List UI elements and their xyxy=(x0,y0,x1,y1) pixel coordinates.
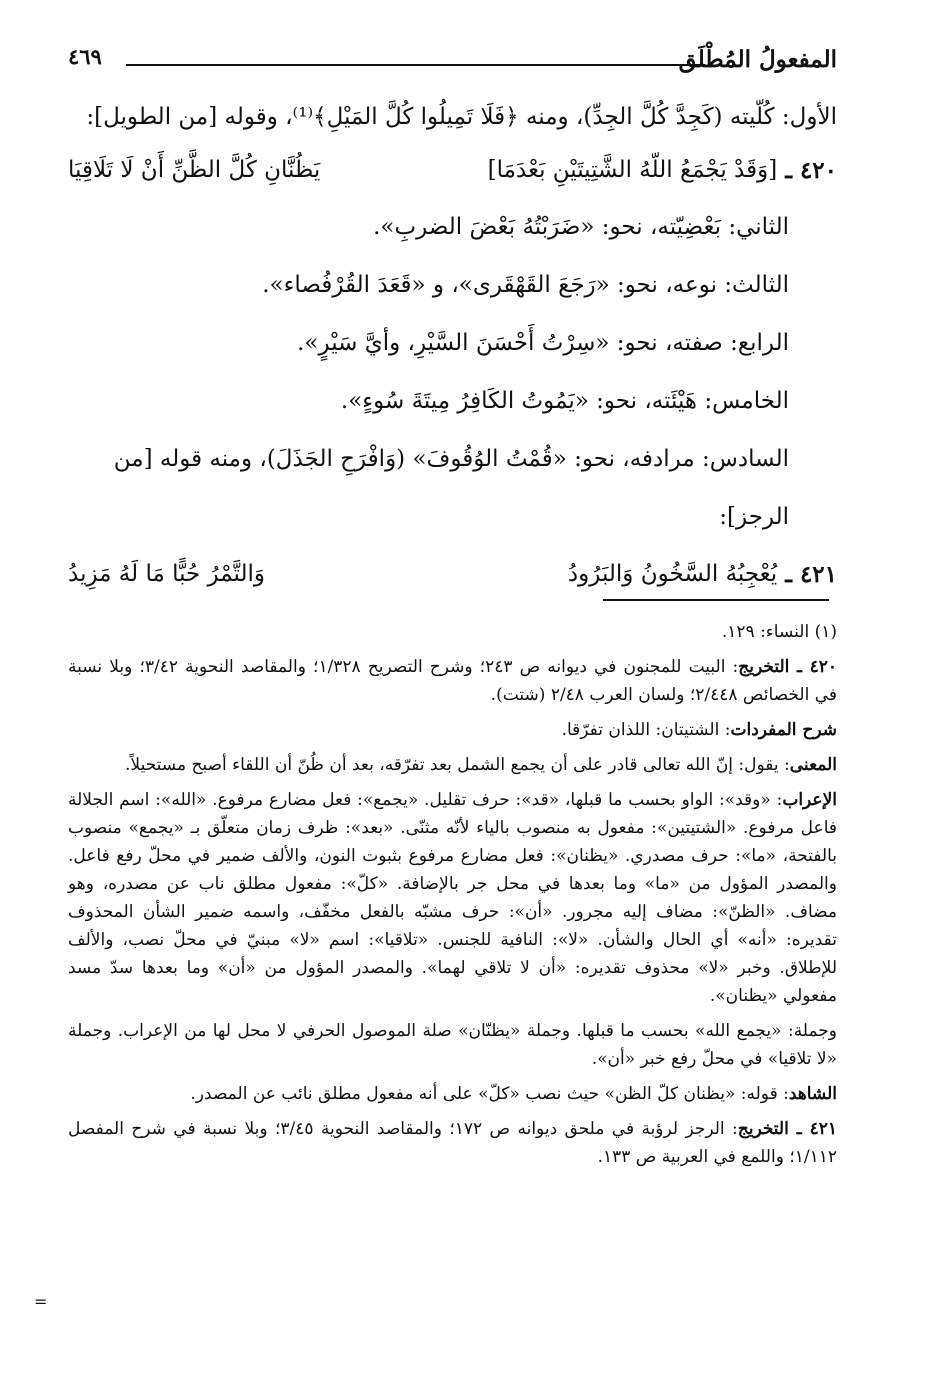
list-item: الثالث: نوعه، نحو: «رَجَعَ القَهْقَرى»، و «قَعَدَ القُرْفُصاء». xyxy=(262,272,789,298)
note-label: شرح المفردات xyxy=(730,720,837,740)
note-label: الإعراب xyxy=(782,790,837,810)
note-421-takhrij xyxy=(68,1115,837,1171)
footnotes xyxy=(68,618,837,1178)
list-item: الثاني: بَعْضِيّته، نحو: «ضَرَبْتُهُ بَعْضَ الضربِ». xyxy=(373,214,789,240)
note-maana xyxy=(68,751,837,779)
running-header xyxy=(68,40,837,80)
note-text: : الشتيتان: اللذان تفرّقا. xyxy=(561,720,731,740)
note-label: ٤٢١ ـ التخريج xyxy=(737,1119,837,1139)
note-label: ٤٢٠ ـ التخريج xyxy=(738,657,837,677)
note-text: : قوله: «يظنان كلّ الظن» حيث نصب «كلّ» على أنه مفعول مطلق نائب عن المصدر. xyxy=(190,1084,789,1104)
verse-421 xyxy=(68,546,837,602)
verse-second-hemistich: يَظُنَّانِ كُلَّ الظَّنِّ أَنْ لَا تَلَاقِيَا xyxy=(68,157,321,183)
footnote-1: (١) النساء: ١٢٩. xyxy=(721,622,837,642)
note-label: المعنى xyxy=(789,755,837,775)
header-rule xyxy=(126,64,705,66)
list-item: الخامس: هَيْئَته، نحو: «يَمُوتُ الكَافِرُ مِيتَةَ سُوءٍ». xyxy=(340,388,789,414)
main-text xyxy=(68,92,837,602)
verse-first-hemistich: يُعْجِبُهُ السَّخُونُ وَالبَرُودُ xyxy=(567,561,778,587)
note-text: : «وقد»: الواو بحسب ما قبلها، «قد»: حرف تقليل. «يجمع»: فعل مضارع مرفوع. «الله»: اسم الجلالة فاعل مرفوع. «الشتيتين»: مفعول به منصوب بالياء لأنّه مثنّى. «بعد»: ظرف زمان متعلّق بـ «يجمع» منصوب بالفتحة، «ما»: حرف مصدري. «يظنان»: فعل مضارع مرفوع بثبوت النون، والألف ضمير في محلّ رفع فاعل. والمصدر المؤول من «ما» وما بعدها في محل جر بالإضافة. «كلّ»: مفعول مطلق ناب عن مصدره، وهو مضاف. «الظنّ»: مضاف إليه مجرور. «أن»: حرف مشبّه بالفعل مخفّف، واسمه ضمير الشأن المحذوف تقديره: «أنه» أي الحال والشأن. «لا»: النافية للجنس. «تلاقيا»: اسم «لا» مبنيّ في محلّ نصب، والألف للإطلاق. وخبر «لا» محذوف تقديره: «أن لا تلاقي لهما». والمصدر المؤول من «أن» وما بعدها سدّ مسد مفعولي «يظنان». xyxy=(68,790,838,1006)
chapter-title: المفعولُ المُطْلَق xyxy=(678,46,837,73)
note-420-takhrij xyxy=(68,653,837,709)
note-text: : يقول: إنّ الله تعالى قادر على أن يجمع الشمل بعد تفرّقه، بعد أن ظُنّ أن اللقاء أصبح مستحيلاً. xyxy=(125,755,790,775)
note-label: الشاهد xyxy=(788,1084,837,1104)
verse-second-hemistich: وَالتَّمْرُ حُبًّا مَا لَهُ مَزِيدُ xyxy=(68,561,265,587)
footnote-rule xyxy=(603,599,829,601)
note-shahid xyxy=(68,1080,837,1108)
margin-mark: = xyxy=(34,1292,48,1311)
verse-first-hemistich: [وَقَدْ يَجْمَعُ اللّهُ الشَّتِيتَيْنِ بَعْدَمَا] xyxy=(487,157,778,183)
list-item: الرابع: صفته، نحو: «سِرْتُ أَحْسَنَ السَّيْرِ، وأيَّ سَيْرٍ». xyxy=(297,330,789,356)
note-text: : الرجز لرؤبة في ملحق ديوانه ص ١٧٢؛ والمقاصد النحوية ٣/٤٥؛ وبلا نسبة في شرح المفصل ١/١١٢؛ واللمع في العربية ص ١٣٣. xyxy=(68,1119,837,1167)
page-number: ٤٦٩ xyxy=(68,44,102,69)
verse-number: ٤٢٠ ـ xyxy=(785,156,837,184)
verse-420 xyxy=(68,142,837,198)
verse-number: ٤٢١ ـ xyxy=(785,560,837,588)
note-jumla: وجملة: «يجمع الله» بحسب ما قبلها. وجملة «يظنّان» صلة الموصول الحرفي لا محل لها من الإعراب. وجملة «لا تلاقيا» في محلّ رفع خبر «أن». xyxy=(68,1021,837,1069)
list-item: السادس: مرادفه، نحو: «قُمْتُ الوُقُوفَ» (وَافْرَحِ الجَذَلَ)، ومنه قوله [من الرجز]: xyxy=(113,446,789,530)
paragraph-first: الأول: كُلّيته (كَجِدَّ كُلَّ الجِدِّ)، ومنه ﴿فَلَا تَمِيلُوا كُلَّ المَيْلِ﴾⁽¹⁾، وقوله [من الطويل]: xyxy=(86,104,837,130)
note-irab xyxy=(68,786,837,1010)
note-text: : البيت للمجنون في ديوانه ص ٢٤٣؛ وشرح التصريح ١/٣٢٨؛ والمقاصد النحوية ٣/٤٢؛ وبلا نسبة في الخصائص ٢/٤٤٨؛ ولسان العرب ٢/٤٨ (شتت). xyxy=(68,657,837,705)
note-mufradat xyxy=(68,716,837,744)
